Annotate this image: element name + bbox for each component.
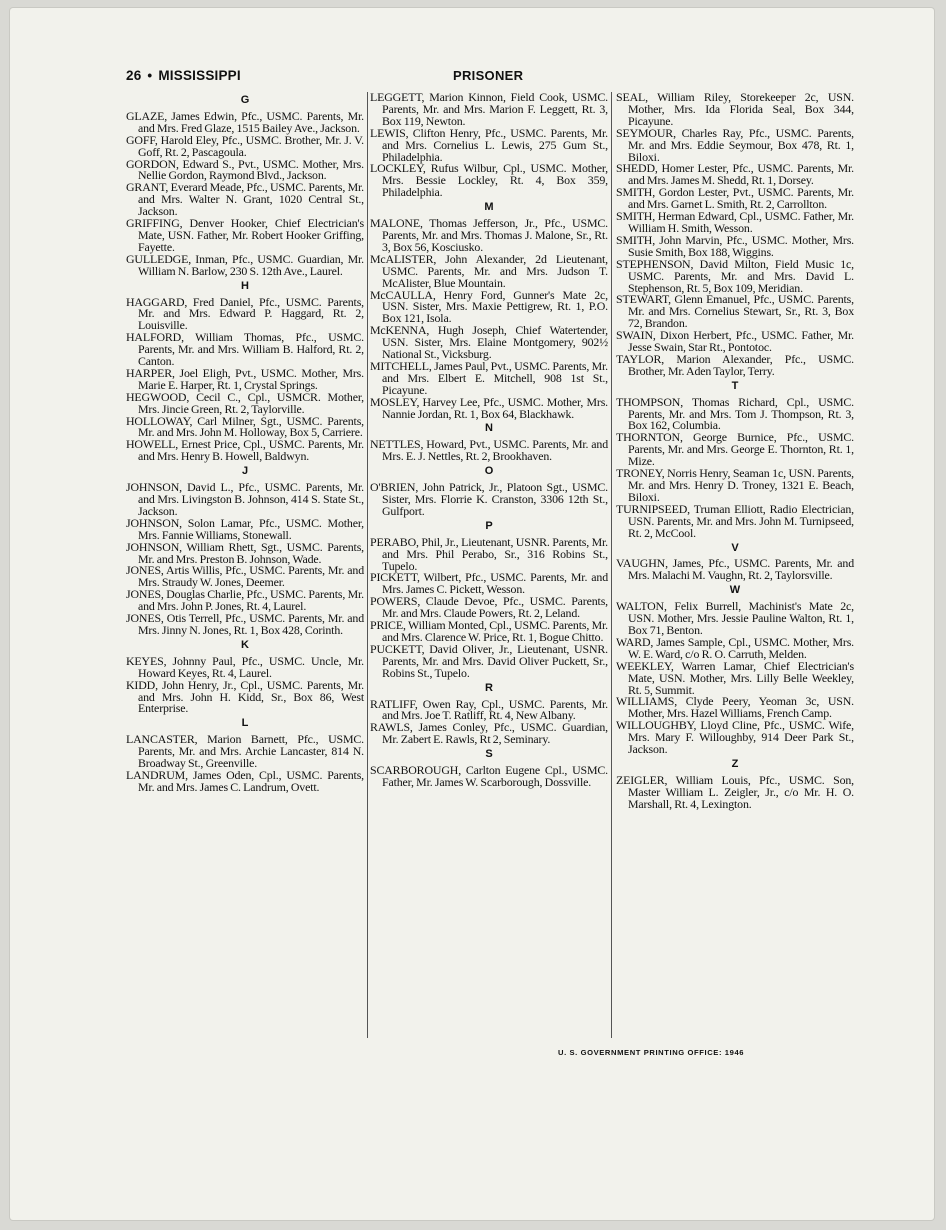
section-letter: Z — [731, 757, 739, 770]
prisoner-entry: MITCHELL, James Paul, Pvt., USMC. Parents, Mr. and Mrs. Elbert E. Mitchell, 908 1st St., Picayune. — [370, 358, 608, 397]
prisoner-entry: HOWELL, Ernest Price, Cpl., USMC. Parents, Mr. and Mrs. Henry B. Howell, Baldwyn. — [126, 437, 364, 464]
prisoner-entry: MOSLEY, Harvey Lee, Pfc., USMC. Mother, Mrs. Nannie Jordan, Rt. 1, Box 64, Blackhawk. — [370, 394, 608, 421]
prisoner-entry: JONES, Artis Willis, Pfc., USMC. Parents, Mr. and Mrs. Straudy W. Jones, Deemer. — [126, 563, 364, 590]
prisoner-entry: PUCKETT, David Oliver, Jr., Lieutenant, USNR. Parents, Mr. and Mrs. David Oliver Puckett, Sr., Robins St., Tupelo. — [370, 641, 608, 680]
prisoner-entry: JONES, Otis Terrell, Pfc., USMC. Parents, Mr. and Mrs. Jinny N. Jones, Rt. 1, Box 428, Corinth. — [126, 611, 364, 637]
prisoner-entry: PICKETT, Wilbert, Pfc., USMC. Parents, Mr. and Mrs. James C. Pickett, Wesson. — [370, 570, 608, 597]
section-letter: O — [484, 465, 494, 478]
prisoner-entry: LEGGETT, Marion Kinnon, Field Cook, USMC. Parents, Mr. and Mrs. Marion F. Leggett, Rt. 3, Box 119, Newton. — [370, 90, 608, 128]
prisoner-entry: TRONEY, Norris Henry, Seaman 1c, USN. Parents, Mr. and Mrs. Henry D. Troney, 1321 E. Beach, Biloxi. — [616, 466, 854, 504]
prisoner-entry: LANDRUM, James Oden, Cpl., USMC. Parents, Mr. and Mrs. James C. Landrum, Ovett. — [126, 767, 364, 794]
prisoner-entry: O'BRIEN, John Patrick, Jr., Platoon Sgt., USMC. Sister, Mrs. Florrie K. Cranston, 3306 12th St., Gulfport. — [370, 480, 608, 518]
prisoner-entry: ZEIGLER, William Louis, Pfc., USMC. Son, Master William L. Zeigler, Jr., c/o Mr. H. O. Marshall, Rt. 4, Lexington. — [616, 772, 854, 811]
section-letter: W — [729, 584, 741, 597]
prisoner-entry: SCARBOROUGH, Carlton Eugene Cpl., USMC. Father, Mr. James W. Scarborough, Dossville. — [370, 763, 608, 789]
prisoner-entry: RATLIFF, Owen Ray, Cpl., USMC. Parents, Mr. and Mrs. Joe T. Ratliff, Rt. 4, New Albany. — [370, 696, 608, 723]
prisoner-entry: RAWLS, James Conley, Pfc., USMC. Guardian, Mr. Zabert E. Rawls, Rt 2, Seminary. — [370, 720, 608, 747]
bullet-separator: • — [147, 68, 153, 83]
section-letter: J — [241, 465, 249, 478]
prisoner-entry: JOHNSON, William Rhett, Sgt., USMC. Parents, Mr. and Mrs. Preston B. Johnson, Wade. — [126, 539, 364, 566]
section-letter: L — [241, 717, 249, 730]
prisoner-entry: GRIFFING, Denver Hooker, Chief Electrician's Mate, USN. Father, Mr. Robert Hooker Griffing, Fayette. — [126, 216, 364, 254]
column-divider — [611, 92, 612, 1038]
section-letter: R — [485, 681, 493, 694]
prisoner-entry: HARPER, Joel Eligh, Pvt., USMC. Mother, Mrs. Marie E. Harper, Rt. 1, Crystal Springs. — [126, 365, 364, 392]
column-2 — [370, 92, 608, 789]
prisoner-entry: STEWART, Glenn Emanuel, Pfc., USMC. Parents, Mr. and Mrs. Cornelius Stewart, Sr., Rt. 3, Box 72, Brandon. — [616, 292, 854, 331]
section-letter: M — [484, 201, 494, 214]
prisoner-entry: POWERS, Claude Devoe, Pfc., USMC. Parents, Mr. and Mrs. Claude Powers, Rt. 2, Leland. — [370, 594, 608, 621]
prisoner-entry: THORNTON, George Burnice, Pfc., USMC. Parents, Mr. and Mrs. George E. Thornton, Rt. 1, Mize. — [616, 430, 854, 469]
prisoner-entry: JOHNSON, Solon Lamar, Pfc., USMC. Mother, Mrs. Fannie Williams, Stonewall. — [126, 515, 364, 542]
prisoner-entry: WALTON, Felix Burrell, Machinist's Mate 2c, USN. Mother, Mrs. Jessie Pauline Walton, Rt. 1, Box 71, Benton. — [616, 599, 854, 637]
prisoner-entry: HEGWOOD, Cecil C., Cpl., USMCR. Mother, Mrs. Jincie Green, Rt. 2, Taylorville. — [126, 389, 364, 416]
section-letter: V — [731, 541, 739, 554]
prisoner-entry: McKENNA, Hugh Joseph, Chief Watertender, USN. Sister, Mrs. Elaine Montgomery, 902½ National St., Vicksburg. — [370, 323, 608, 362]
section-letter: S — [485, 748, 493, 761]
state-name: MISSISSIPPI — [158, 68, 241, 83]
prisoner-entry: WEEKLEY, Warren Lamar, Chief Electrician's Mate, USN. Mother, Mrs. Lilly Belle Weekley, Rt. 5, Summit. — [616, 658, 854, 697]
prisoner-entry: KIDD, John Henry, Jr., Cpl., USMC. Parents, Mr. and Mrs. John H. Kidd, Sr., Box 86, West Enterprise. — [126, 677, 364, 716]
prisoner-entry: LOCKLEY, Rufus Wilbur, Cpl., USMC. Mother, Mrs. Bessie Lockley, Rt. 4, Box 359, Philadelphia. — [370, 161, 608, 200]
prisoner-entry: SEAL, William Riley, Storekeeper 2c, USN. Mother, Mrs. Ida Florida Seal, Box 344, Picayune. — [616, 90, 854, 128]
prisoner-entry: WILLOUGHBY, Lloyd Cline, Pfc., USMC. Wife, Mrs. Mary F. Willoughby, 914 Deer Park St., Jackson. — [616, 718, 854, 757]
column-divider — [367, 92, 368, 1038]
prisoner-entry: PERABO, Phil, Jr., Lieutenant, USNR. Parents, Mr. and Mrs. Phil Perabo, Sr., 316 Robins St., Tupelo. — [370, 534, 608, 573]
prisoner-entry: SEYMOUR, Charles Ray, Pfc., USMC. Parents, Mr. and Mrs. Eddie Seymour, Box 478, Rt. 1, Biloxi. — [616, 125, 854, 164]
prisoner-entry: VAUGHN, James, Pfc., USMC. Parents, Mr. and Mrs. Malachi M. Vaughn, Rt. 2, Taylorsville. — [616, 556, 854, 583]
prisoner-entry: SHEDD, Homer Lester, Pfc., USMC. Parents, Mr. and Mrs. James M. Shedd, Rt. 1, Dorsey. — [616, 161, 854, 188]
prisoner-entry: HOLLOWAY, Carl Milner, Sgt., USMC. Parents, Mr. and Mrs. John M. Holloway, Box 5, Carriere. — [126, 413, 364, 440]
section-letter: K — [241, 638, 249, 651]
prisoner-entry: MALONE, Thomas Jefferson, Jr., Pfc., USMC. Parents, Mr. and Mrs. Thomas J. Malone, Sr., Rt. 3, Box 56, Kosciusko. — [370, 216, 608, 254]
prisoner-entry: SMITH, Gordon Lester, Pvt., USMC. Parents, Mr. and Mrs. Garnet L. Smith, Rt. 2, Carrollton. — [616, 185, 854, 212]
prisoner-entry: STEPHENSON, David Milton, Field Music 1c, USMC. Parents, Mr. and Mrs. David L. Stephenson, Rt. 5, Box 109, Meridian. — [616, 256, 854, 295]
prisoner-entry: THOMPSON, Thomas Richard, Cpl., USMC. Parents, Mr. and Mrs. Tom J. Thompson, Rt. 3, Box 162, Columbia. — [616, 394, 854, 433]
prisoner-entry: SMITH, John Marvin, Pfc., USMC. Mother, Mrs. Susie Smith, Box 188, Wiggins. — [616, 232, 854, 259]
prisoner-entry: McCAULLA, Henry Ford, Gunner's Mate 2c, USN. Sister, Mrs. Maxie Pettigrew, Rt. 1, P.O. Box 121, Isola. — [370, 287, 608, 326]
prisoner-entry: KEYES, Johnny Paul, Pfc., USMC. Uncle, Mr. Howard Keyes, Rt. 4, Laurel. — [126, 653, 364, 680]
prisoner-entry: GULLEDGE, Inman, Pfc., USMC. Guardian, Mr. William N. Barlow, 230 S. 12th Ave., Laurel. — [126, 251, 364, 278]
prisoner-entry: TURNIPSEED, Truman Elliott, Radio Electrician, USN. Parents, Mr. and Mrs. John M. Turnipseed, Rt. 2, McCool. — [616, 501, 854, 540]
page-header-left — [126, 68, 241, 83]
prisoner-entry: GOFF, Harold Eley, Pfc., USMC. Brother, Mr. J. V. Goff, Rt. 2, Pascagoula. — [126, 132, 364, 159]
section-letter: H — [241, 279, 249, 292]
column-1 — [126, 92, 364, 794]
section-letter: N — [485, 422, 493, 435]
prisoner-entry: JONES, Douglas Charlie, Pfc., USMC. Parents, Mr. and Mrs. John P. Jones, Rt. 4, Laurel. — [126, 587, 364, 614]
prisoner-entry: PRICE, William Monted, Cpl., USMC. Parents, Mr. and Mrs. Clarence W. Price, Rt. 1, Bogue Chitto. — [370, 618, 608, 644]
prisoner-entry: JOHNSON, David L., Pfc., USMC. Parents, Mr. and Mrs. Livingston B. Johnson, 414 S. State St., Jackson. — [126, 480, 364, 518]
document-page — [10, 8, 934, 1220]
column-3 — [616, 92, 854, 811]
prisoner-entry: GRANT, Everard Meade, Pfc., USMC. Parents, Mr. and Mrs. Walter N. Grant, 1020 Central St., Jackson. — [126, 180, 364, 219]
prisoner-entry: GLAZE, James Edwin, Pfc., USMC. Parents, Mr. and Mrs. Fred Glaze, 1515 Bailey Ave., Jackson. — [126, 108, 364, 135]
prisoner-entry: HALFORD, William Thomas, Pfc., USMC. Parents, Mr. and Mrs. William B. Halford, Rt. 2, Canton. — [126, 330, 364, 369]
prisoner-entry: TAYLOR, Marion Alexander, Pfc., USMC. Brother, Mr. Aden Taylor, Terry. — [616, 351, 854, 378]
prisoner-entry: WARD, James Sample, Cpl., USMC. Mother, Mrs. W. E. Ward, c/o R. O. Carruth, Melden. — [616, 634, 854, 661]
prisoner-entry: NETTLES, Howard, Pvt., USMC. Parents, Mr. and Mrs. E. J. Nettles, Rt. 2, Brookhaven. — [370, 437, 608, 464]
page-number: 26 — [126, 68, 142, 83]
section-letter: G — [240, 94, 250, 106]
page-header-category: PRISONER — [453, 68, 524, 83]
prisoner-entry: SWAIN, Dixon Herbert, Pfc., USMC. Father, Mr. Jesse Swain, Star Rt., Pontotoc. — [616, 328, 854, 355]
prisoner-entry: HAGGARD, Fred Daniel, Pfc., USMC. Parents, Mr. and Mrs. Edward P. Haggard, Rt. 2, Louisville. — [126, 294, 364, 333]
prisoner-entry: McALISTER, John Alexander, 2d Lieutenant, USMC. Parents, Mr. and Mrs. Judson T. McAlister, Blue Mountain. — [370, 251, 608, 290]
printing-office-footer: U. S. GOVERNMENT PRINTING OFFICE: 1946 — [558, 1048, 745, 1057]
prisoner-entry: LEWIS, Clifton Henry, Pfc., USMC. Parents, Mr. and Mrs. Cornelius L. Lewis, 275 Gum St., Philadelphia. — [370, 125, 608, 164]
prisoner-entry: SMITH, Herman Edward, Cpl., USMC. Father, Mr. William H. Smith, Wesson. — [616, 209, 854, 235]
section-letter: T — [731, 379, 739, 392]
prisoner-entry: LANCASTER, Marion Barnett, Pfc., USMC. Parents, Mr. and Mrs. Archie Lancaster, 814 N. Broadway St., Greenville. — [126, 732, 364, 771]
section-letter: P — [485, 519, 493, 532]
prisoner-entry: GORDON, Edward S., Pvt., USMC. Mother, Mrs. Nellie Gordon, Raymond Blvd., Jackson. — [126, 156, 364, 183]
prisoner-entry: WILLIAMS, Clyde Peery, Yeoman 3c, USN. Mother, Mrs. Hazel Williams, French Camp. — [616, 694, 854, 721]
